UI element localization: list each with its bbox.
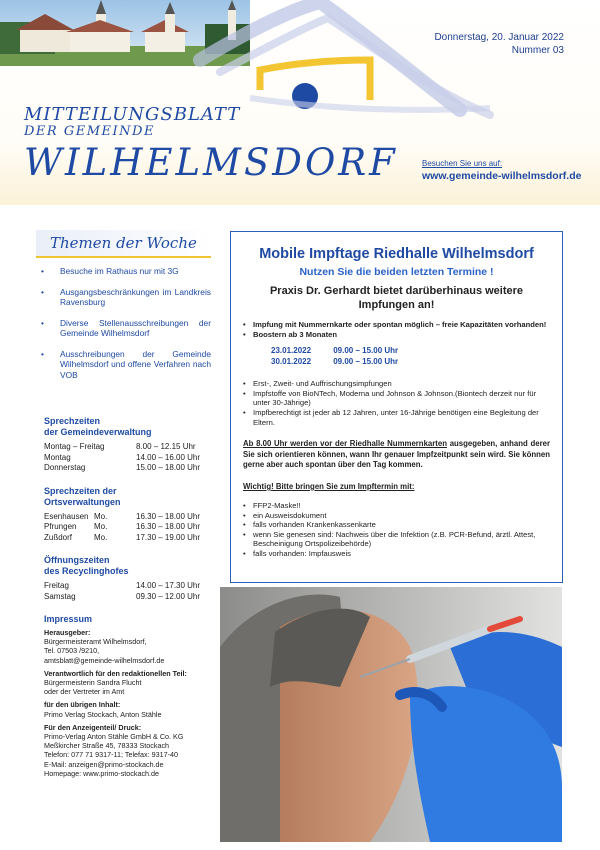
bring-title: Wichtig! Bitte bringen Sie zum Impftermin mit: <box>243 481 415 491</box>
list-item: • Impfstoffe von BioNTech, Moderna und Johnson & Johnson.(Biontech derzeit nur für unter 30-Jährige) <box>243 389 550 408</box>
list-item: • falls vorhanden Krankenkassenkarte <box>243 520 550 530</box>
bring-list <box>243 501 550 559</box>
website-link[interactable]: www.gemeinde-wilhelmsdorf.de <box>422 170 582 182</box>
vaccination-photo <box>220 587 562 842</box>
ads-email[interactable]: E-Mail: anzeigen@primo-stockach.de <box>44 759 164 769</box>
visit-label: Besuchen Sie uns auf: <box>422 159 503 168</box>
ads-homepage[interactable]: Homepage: www.primo-stockach.de <box>44 768 160 778</box>
date-row: 23.01.2022 09.00 – 15.00 Uhr <box>271 346 399 356</box>
masthead-title-main: WILHELMSDORF <box>24 141 398 184</box>
topic-item[interactable]: • Ausschreibungen der Gemeinde Wilhelmsdorf und offene Verfahren nach VOB <box>36 349 211 381</box>
hours-row: Pfrungen Mo. 16.30 – 18.00 Uhr <box>44 522 201 531</box>
recycling-title: Öffnungszeiten des Recyclinghofes <box>44 555 129 576</box>
hours-row: Zußdorf Mo. 17.30 – 19.00 Uhr <box>44 532 201 542</box>
list-item: • falls vorhanden: Impfausweis <box>243 549 550 559</box>
key-points <box>243 320 550 339</box>
office-hours-table <box>44 442 211 474</box>
number-card-paragraph: Ab 8.00 Uhr werden vor der Riedhalle Nummernkarten ausgegeben, anhand derer Sie sich orientieren können, wann Ihr genauer Impfzeitpunkt sein wird. Sie können gerne aber auch spontan über den Tag kommen. <box>243 439 550 470</box>
vaccination-article <box>230 231 563 583</box>
issue-number: Nummer 03 <box>511 45 564 56</box>
list-item: • Erst-, Zweit- und Auffrischungsimpfungen <box>243 379 550 389</box>
topic-item[interactable]: • Ausgangsbeschränkungen im Landkreis Ravensburg <box>36 287 211 308</box>
vaccination-dates <box>271 345 550 367</box>
info-list <box>243 379 550 427</box>
office-hours-title: Sprechzeiten der Gemeindeverwaltung <box>44 416 152 437</box>
list-item: • Impfung mit Nummernkarte oder spontan möglich – freie Kapazitäten vorhanden! <box>243 320 550 330</box>
article-lead: Praxis Dr. Gerhardt bietet darüberhinaus weitere Impfungen an! <box>269 285 524 311</box>
topic-item[interactable]: • Diverse Stellenausschreibungen der Gemeinde Wilhelmsdorf <box>36 318 211 339</box>
local-office-title: Sprechzeiten der Ortsverwaltungen <box>44 485 121 507</box>
list-item: • Impfberechtigt ist jeder ab 12 Jahren, unter 16-Jährige benötigen eine Begleitung der Eltern. <box>243 408 550 427</box>
list-item: • wenn Sie genesen sind: Nachweis über die Infektion (z.B. PCR-Befund, ärztl. Attest, Bescheinigung Ortspolizeibehörde) <box>243 530 550 549</box>
topic-list <box>36 266 211 380</box>
issue-info <box>434 31 564 57</box>
recycling-table <box>44 581 211 602</box>
issue-date: Donnerstag, 20. Januar 2022 <box>434 32 564 43</box>
hours-row: Esenhausen Mo. 16.30 – 18.00 Uhr <box>44 511 201 521</box>
list-item: • Boostern ab 3 Monaten <box>243 330 550 340</box>
article-subtitle: Nutzen Sie die beiden letzten Termine ! <box>299 266 494 278</box>
masthead-title-line2: DER GEMEINDE <box>24 124 155 139</box>
sidebar <box>36 230 211 778</box>
impressum-title: Impressum <box>44 614 93 624</box>
hours-row: Donnerstag 15.00 – 18.00 Uhr <box>44 463 201 472</box>
article-title: Mobile Impftage Riedhalle Wilhelmsdorf <box>259 246 534 262</box>
themen-heading: Themen der Woche <box>36 230 211 258</box>
masthead <box>0 0 600 205</box>
date-row: 30.01.2022 09.00 – 15.00 Uhr <box>271 357 399 367</box>
impressum-email[interactable]: amtsblatt@gemeinde-wilhelmsdorf.de <box>44 655 165 665</box>
topic-item[interactable]: • Besuche im Rathaus nur mit 3G <box>36 266 211 277</box>
list-item: • FFP2-Maske!! <box>243 501 550 511</box>
hours-row: Montag – Freitag 8.00 – 12.15 Uhr <box>44 442 196 451</box>
hours-row: Montag 14.00 – 16.00 Uhr <box>44 452 201 462</box>
hours-row: Samstag 09.30 – 12.00 Uhr <box>44 591 201 601</box>
hours-row: Freitag 14.00 – 17.30 Uhr <box>44 581 201 590</box>
masthead-title-line1: MITTEILUNGSBLATT <box>24 104 241 125</box>
impressum: Herausgeber: Bürgermeisteramt Wilhelmsdorf, Tel. 07503 /9210, amtsblatt@gemeinde-wilhelmsdorf.de Verantwortlich für den redaktionellen Teil: Bürgermeisterin Sandra Flucht oder der Vertreter im Amt für den übrigen Inhalt: Primo Verlag Stockach, Anton Stähle Für den Anzeigenteil/ Druck: Primo-Verlag Anton Stähle GmbH & Co. KG Meßkircher Straße 45, 78333 Stockach Telefon: 077 71 9317-11; Telefax: 9317-40 E-Mail: anzeigen@primo-stockach.de Homepage: www.primo-stockach.de <box>44 628 211 778</box>
local-office-table <box>44 512 211 544</box>
list-item: • ein Ausweisdokument <box>243 511 550 521</box>
